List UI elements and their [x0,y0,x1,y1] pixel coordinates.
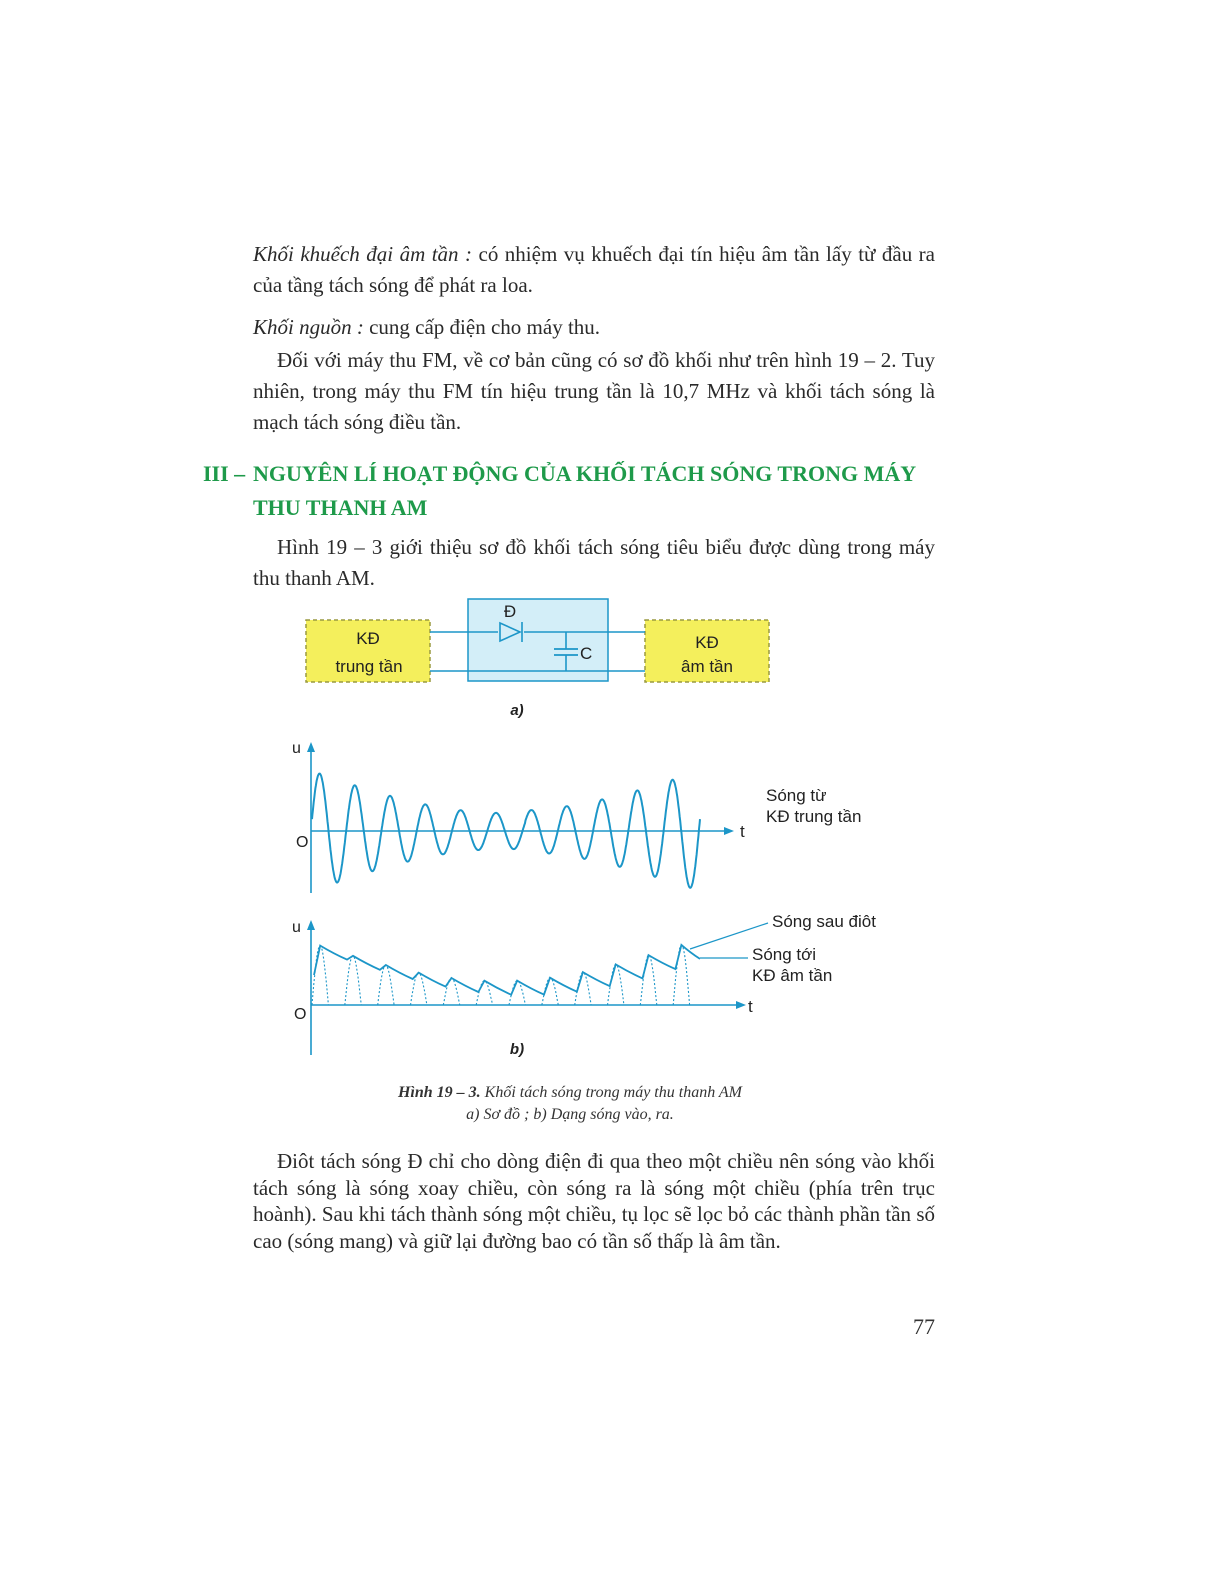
top-axis-t-label: t [740,822,745,841]
top-t-arrow-icon [724,827,734,835]
wave-output-chart [292,912,876,1058]
section-title-line1: NGUYÊN LÍ HOẠT ĐỘNG CỦA KHỐI TÁCH SÓNG TRONG MÁY [253,461,917,486]
paragraph-diode-explanation: Điôt tách sóng Đ chỉ cho dòng điện đi qua theo một chiều nên sóng vào khối tách sóng là sóng xoay chiều, còn sóng ra là sóng một chiều (phía trên trục hoành). Sau khi tách thành sóng một chiều, tụ lọc sẽ lọc bỏ các thành phần tần số cao (sóng mang) và giữ lại đường bao có tần số thấp là âm tần. [253,1149,935,1253]
paragraph-fm-receiver: Đối với máy thu FM, về cơ bản cũng có sơ đồ khối như trên hình 19 – 2. Tuy nhiên, trong máy thu FM tín hiệu trung tần là 10,7 MHz và khối tách sóng là mạch tách sóng điều tần. [253,348,935,434]
top-u-arrow-icon [307,742,315,752]
top-origin-label: O [296,834,309,851]
block-diagram [306,599,769,719]
diode-label: Đ [503,602,517,621]
bottom-t-arrow-icon [736,1001,746,1009]
rectified-pulses [312,945,690,1005]
paragraph-lead: Khối khuếch đại âm tần : [253,242,473,266]
bottom-axis-u-label: u [292,919,301,936]
if-block-label-line1: KĐ [356,629,380,648]
top-wave-label-line1: Sóng từ [766,786,827,805]
af-block-label-line2: âm tần [681,657,733,676]
paragraph-text: có nhiệm vụ khuếch đại tín hiệu âm tần lấy từ đầu ra của tầng tách sóng để phát ra loa. [253,242,935,297]
if-block-label-line2: trung tần [335,657,403,676]
label-after-diode: Sóng sau điôt [772,912,876,931]
paragraph-text: cung cấp điện cho máy thu. [363,315,601,339]
af-block-label-line1: KĐ [695,633,719,652]
bottom-origin-label: O [294,1006,307,1023]
detector-block [468,599,608,681]
caption-line2: a) Sơ đồ ; b) Dạng sóng vào, ra. [466,1106,674,1123]
bottom-axis-t-label: t [748,997,753,1016]
caption-line1 [300,1082,840,1104]
paragraph-lead: Khối nguồn : [253,315,364,339]
bottom-u-arrow-icon [307,920,315,930]
caption-text: Khối tách sóng trong máy thu thanh AM [480,1084,742,1101]
sublabel-a: a) [510,702,524,719]
top-wave-label-line2: KĐ trung tần [766,807,862,826]
section-title-line2: THU THANH AM [253,495,428,520]
page-number: 77 [913,1314,935,1339]
figure-caption [300,1082,840,1126]
top-axis-u-label: u [292,740,301,757]
wave-input-chart [292,740,861,893]
sublabel-b: b) [509,1041,525,1058]
paragraph-figure-intro: Hình 19 – 3 giới thiệu sơ đồ khối tách sóng tiêu biểu được dùng trong máy thu thanh AM. [253,535,935,590]
label-to-af-line1: Sóng tới [752,945,817,964]
section-number: III – [203,461,246,486]
label-to-af-line2: KĐ âm tần [752,966,833,985]
capacitor-label: C [580,644,593,663]
caption-label: Hình 19 – 3. [397,1084,481,1101]
